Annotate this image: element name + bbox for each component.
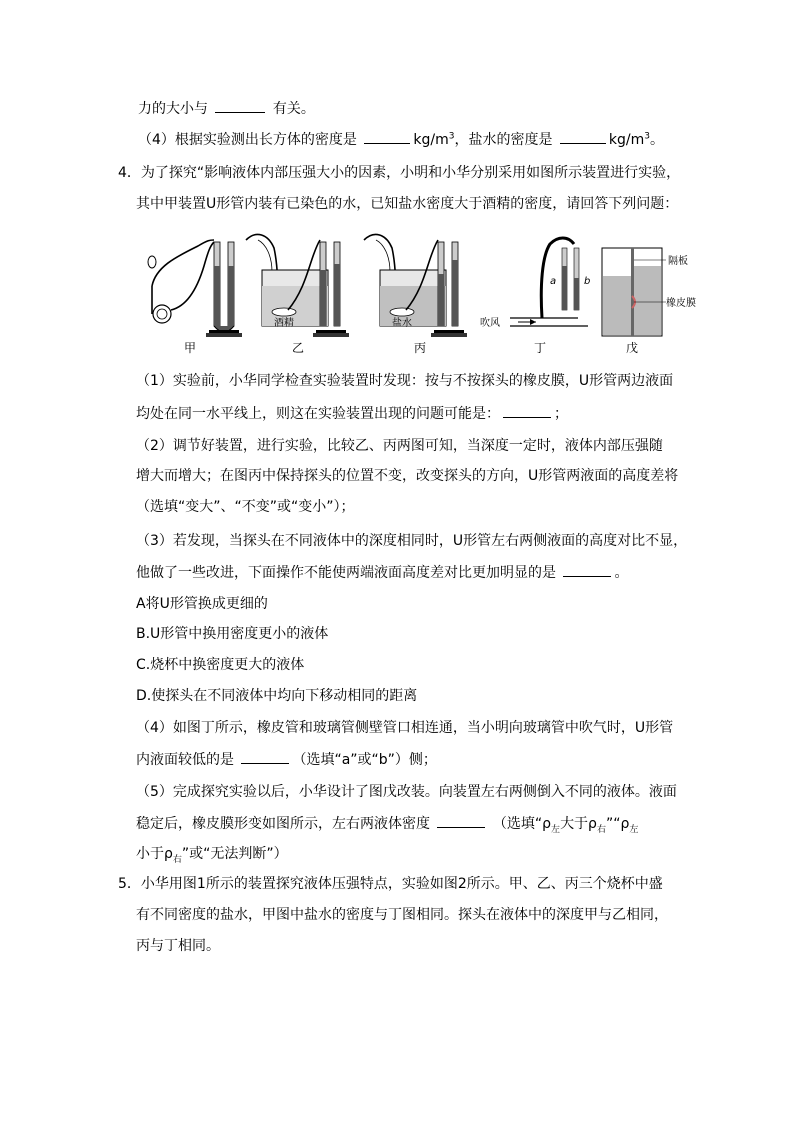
label-b: b [584,276,591,287]
answer-blank [563,562,611,577]
apparatus-yi [246,234,349,337]
option-c: C.烧杯中换密度更大的液体 [136,657,305,673]
apparatus-jia [148,240,242,337]
apparatus-wu [602,248,696,336]
label-alcohol: 酒精 [274,318,294,329]
question-4-of-prev: （4）根据实验测出长方体的密度是 $kg/m^3$，盐水的密度是 $kg/m^3$。 [138,129,664,150]
sub-2-line-3: （选填“变大”、“不变”或“变小”）； [136,499,355,515]
sub-1-line-2: 均处在同一水平线上，则这在实验装置出现的问题可能是： ； [136,403,568,424]
caption-ding: 丁 [534,341,547,355]
caption-yi: 乙 [292,341,305,355]
sub-2-line-1: （2）调节好装置，进行实验，比较乙、丙两图可知，当深度一定时，液体内部压强随 [136,438,663,454]
caption-jia: 甲 [184,341,197,355]
problem-4-line-1: 4．为了探究“影响液体内部压强大小的因素，小明和小华分别采用如图所示装置进行实验， [118,165,681,181]
sub-5-line-1: （5）完成探究实验以后，小华设计了图戊改装。向装置左右两侧倒入不同的液体。液面 [136,784,677,800]
answer-blank [437,813,485,828]
line-1: 力的大小与 有关。 [138,98,315,119]
sub-4-line-2: 内液面较低的是 （选填“a”或“b”）侧； [136,749,437,770]
caption-wu: 戊 [626,341,639,355]
sub-1-line-1: （1）实验前，小华同学检查实验装置时发现：按与不按探头的橡皮膜，U形管两边液面 [136,373,674,389]
option-b: B.U形管中换用密度更小的液体 [136,626,329,642]
problem-4-line-2: 其中甲装置U形管内装有已染色的水，已知盐水密度大于酒精的密度，请回答下列问题： [136,196,679,212]
label-blow: 吹风 [480,318,500,329]
answer-blank [364,129,410,144]
answer-blank [241,749,289,764]
sub-4-line-1: （4）如图丁所示，橡皮管和玻璃管侧壁管口相连通，当小明向玻璃管中吹气时，U形管 [136,720,674,736]
sub-3-line-1: （3）若发现，当探头在不同液体中的深度相同时，U形管左右两侧液面的高度对比不显， [136,533,688,549]
label-brine: 盐水 [392,318,412,329]
sub-2-line-2: 增大而增大；在图丙中保持探头的位置不变，改变探头的方向，U形管两液面的高度差将 [136,468,679,484]
experiment-figure [138,226,696,362]
problem-5-line-1: 5．小华用图1所示的装置探究液体压强特点，实验如图2所示。甲、乙、丙三个烧杯中盛 [118,876,663,892]
answer-blank [215,98,265,113]
caption-bing: 丙 [414,341,427,355]
label-a: a [550,276,557,287]
sub-5-line-3: 小于$\rho_右$”或“无法判断”） [136,846,288,865]
label-membrane: 橡皮膜 [666,298,696,309]
problem-5-line-3: 丙与丁相同。 [136,938,220,954]
answer-blank [503,403,551,418]
option-d: D.使探头在不同液体中均向下移动相同的距离 [136,688,418,704]
apparatus-bing [364,234,467,337]
answer-blank [560,129,606,144]
sub-3-line-2: 他做了一些改进，下面操作不能使两端液面高度差对比更加明显的是 。 [136,562,628,583]
apparatus-ding [480,238,590,329]
problem-5-line-2: 有不同密度的盐水，甲图中盐水的密度与丁图相同。探头在液体中的深度甲与乙相同， [136,907,668,923]
sub-5-line-2: 稳定后，橡皮膜形变如图所示，左右两液体密度 （选填“$\rho_左$大于$\rho_右”“\rho_左$ [136,813,638,834]
option-a: A将U形管换成更细的 [136,596,268,612]
label-partition: 隔板 [668,256,688,267]
